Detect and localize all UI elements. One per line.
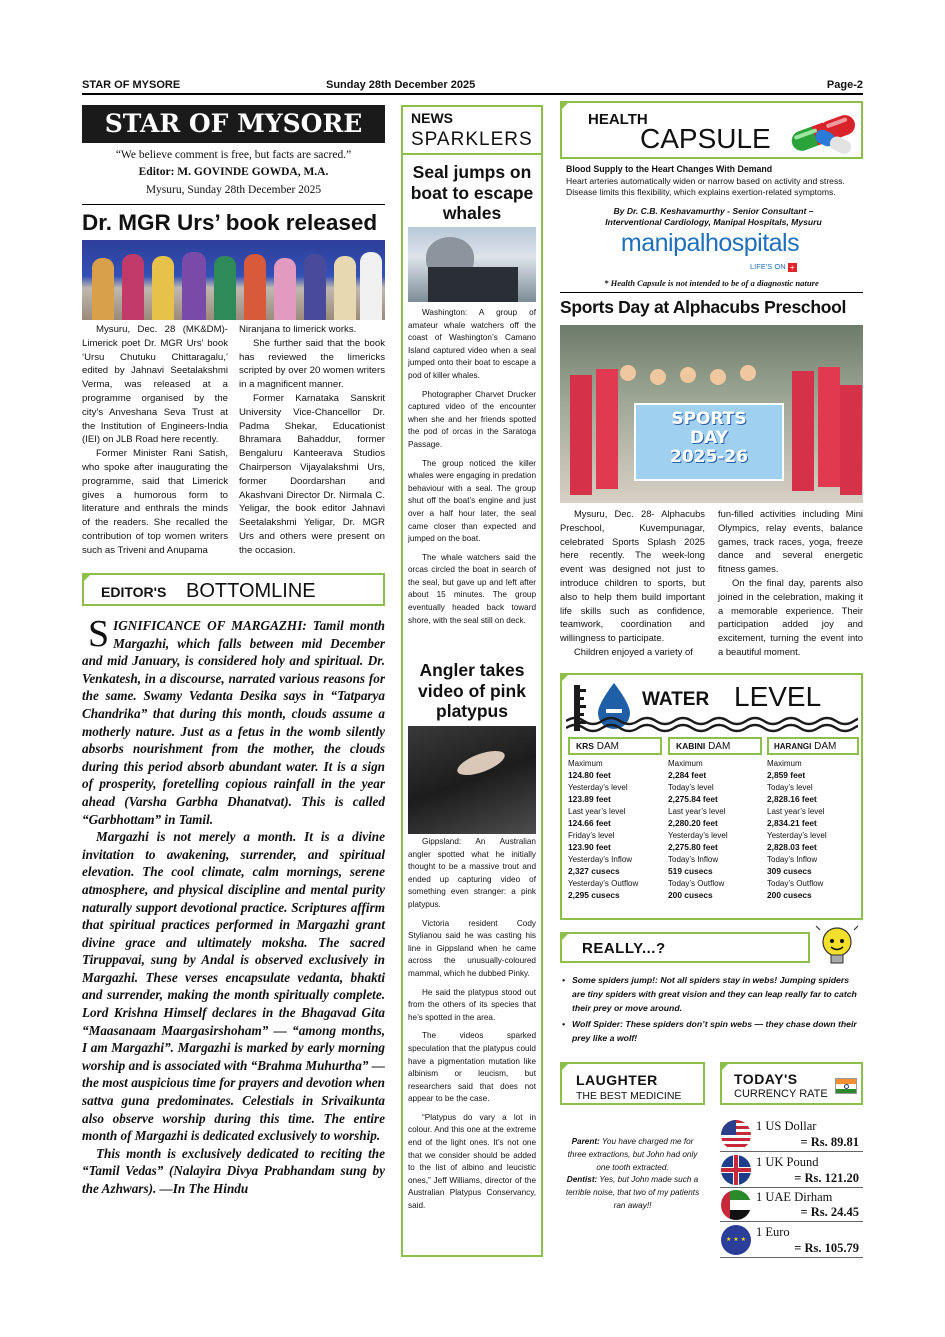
seal-headline: Seal jumps on boat to escape whales (410, 162, 534, 223)
really-list (562, 973, 863, 1045)
seal-photo (408, 227, 536, 302)
editorial-paragraph: SIGNIFICANCE OF MARGAZHI: Tamil month Margazhi, which falls between mid December and mid January, is considered holy and spiritual. Dr. Venkatesh, in a discourse, narrated various reasons for the same. Swamy Vedanta Desika says in “Tatparya Chandrika” that during this month, clouds assume a motherly nature. Just as a fetus in the womb silently absorbs nourishment from the mother, the clouds during this period absorb abundant water. It is a sign of prosperity, foretelling copious rainfall in the year ahead (Varsha Garbha Dhanatvat). This is called “Garbhottam” in Tamil. (82, 613, 385, 827)
currency-row: 1 US Dollar = Rs. 89.81 (720, 1118, 863, 1152)
news-paragraph: The videos sparked speculation that the platypus could have a pigmentation mutation like albinism or leucism, but researchers said that does not appear to be the case. (408, 1031, 536, 1104)
sports-paragraph: Mysuru, Dec. 28- Alphacubs Preschool, Kuvempunagar, celebrated Sports Splash 2025 here recently. The week-long event was designed not just to introduce children to sports, but also to help them build important life skills such as confidence, teamwork, coordination and willingness to participate. (560, 508, 705, 644)
sports-photo (560, 325, 863, 503)
uae-flag-icon (721, 1190, 751, 1220)
currency-label-bold: TODAY'S (734, 1071, 798, 1087)
list-item: • Wolf Spider: These spiders don’t spin webs — they chase down their prey like a wolf! (562, 1019, 857, 1043)
capsule-pill-icon (784, 107, 862, 157)
currency-list (720, 1118, 863, 1258)
laughter-label-light: THE BEST MEDICINE (576, 1090, 682, 1102)
joke-line: Parent: You have charged me for three extractions, but John had only one tooth extracted. (567, 1137, 698, 1172)
mgr-column-1 (82, 323, 228, 558)
sports-column-2 (718, 507, 863, 659)
sports-paragraph: fun-filled activities including Mini Olympics, relay events, balance games, track races, yoga, freeze dance and several energetic fitness games. (718, 508, 863, 575)
masthead-rule (82, 204, 385, 205)
mgr-paragraph: Niranjana to limerick works. (239, 324, 357, 335)
editorial-label-bold: EDITOR'S (101, 584, 167, 600)
mgr-column-2 (239, 323, 385, 558)
health-disclaimer: * Health Capsule is not intended to be of a diagnostic nature (604, 278, 819, 288)
dam-column-kabini: KABINI DAM Maximum 2,284 feet Today’s level 2,275.84 feet Last year’s level 2,280.20 feet Yesterday’s level 2,275.80 feet Today’s Inflow 519 cusecs Today’s Outflow 200 cusecs (668, 737, 762, 903)
dam-name-box: KABINI DAM (668, 737, 762, 755)
dam-name-box: HARANGI DAM (767, 737, 859, 755)
lightbulb-icon (812, 922, 862, 972)
platypus-photo (408, 726, 536, 834)
eu-flag-icon: ★ ★ ★ (721, 1225, 751, 1255)
sports-paragraph: On the final day, parents also joined in the celebration, making it a memorable experience. Their participation added joy and excitement, turning the event into a beautiful moment. (718, 576, 863, 657)
masthead-banner (82, 105, 385, 143)
health-label-box (560, 101, 863, 159)
masthead-dateline: Mysuru, Sunday 28th December 2025 (145, 184, 322, 196)
waves-icon (566, 715, 858, 733)
news-paragraph: Victoria resident Cody Stylianou said he was casting his line in Gippsland when he came across the unusually-coloured mammal, which he dubbed Pinky. (408, 918, 536, 978)
joke-line: Dentist: Yes, but John made such a terrible noise, that two of my patients ran away!! (565, 1175, 700, 1210)
list-item: • Some spiders jump!: Not all spiders stay in webs! Jumping spiders are tiny spiders with great vision and they can leap really far to catch their prey or move around. (562, 975, 857, 1013)
header-date: Sunday 28th December 2025 (326, 79, 476, 91)
health-byline-1: By Dr. C.B. Keshavamurthy - Senior Consultant – (613, 206, 814, 216)
news-paragraph: The whale watchers said the orcas circled the boat in search of the seal, but gave up and left after about 15 minutes. The group eventually headed back toward shore, with the seal still on deck. (408, 552, 536, 625)
mgr-headline: Dr. MGR Urs’ book released (82, 210, 378, 235)
masthead-title: STAR OF MYSORE (104, 109, 363, 138)
news-paragraph: Photographer Charvet Drucker captured video of the encounter when she and her friends spotted the pod of orcas in the Saratoga Passage. (408, 389, 536, 449)
currency-row: 1 UK Pound = Rs. 121.20 (720, 1152, 863, 1188)
header-page-number: Page-2 (826, 79, 863, 91)
really-label-box (560, 932, 810, 963)
water-label-bold: WATER (642, 689, 710, 710)
sports-column-1 (560, 507, 705, 659)
sports-paragraph: Children enjoyed a variety of (574, 645, 693, 657)
news-paragraph: Gippsland: An Australian angler spotted what he initially thought to be a massive trout and ended up capturing video of something even stranger: a pink platypus. (408, 837, 536, 909)
mgr-paragraph: Mysuru, Dec. 28 (MK&DM)- Limerick poet Dr. MGR Urs’ book ‘Ursu Chutuku Chittaragalu,’ edited by Jahnavi Seetalakshmi Verma, was released at a programme organised by the city’s Anveshana Seva Trust at the Institution of Engineers-India (IEI) on JLB Road here recently. (82, 324, 228, 446)
header-paper-name: STAR OF MYSORE (82, 79, 181, 91)
editorial-label-light: BOTTOMLINE (186, 580, 316, 602)
news-label-bold: NEWS (411, 110, 453, 126)
currency-row: 1 UAE Dirham = Rs. 24.45 (720, 1188, 863, 1222)
dam-column-harangi: HARANGI DAM Maximum 2,859 feet Today’s level 2,828.16 feet Last year’s level 2,834.21 feet Yesterday’s level 2,828.03 feet Today’s Inflow 309 cusecs Today’s Outflow 200 cusecs (767, 737, 859, 903)
health-label-light: CAPSULE (640, 123, 771, 154)
usa-flag-icon (721, 1120, 751, 1150)
currency-label-light: CURRENCY RATE (734, 1088, 828, 1100)
masthead-editor: Editor: M. GOVINDE GOWDA, M.A. (138, 166, 329, 178)
sports-headline: Sports Day at Alphacubs Preschool (560, 297, 847, 317)
plus-icon: + (788, 263, 797, 272)
laughter-label-bold: LAUGHTER (576, 1072, 658, 1088)
sports-banner: SPORTS DAY 2025-26 (634, 403, 784, 481)
dam-column-krs: KRS DAM Maximum 124.80 feet Yesterday’s level 123.89 feet Last year’s level 124.66 feet Friday’s level 123.90 feet Yesterday’s Inflow 2,327 cusecs Yesterday’s Outflow 2,295 cusecs (568, 737, 662, 903)
platypus-headline: Angler takes video of pink platypus (418, 660, 526, 721)
really-label: REALLY...? (582, 940, 666, 957)
uk-flag-icon (721, 1155, 751, 1185)
dam-name-box: KRS DAM (568, 737, 662, 755)
mgr-paragraph: Former Karnataka Sanskrit University Vice-Chancellor Dr. Padma Shekar, Educationist Bhramara Bahaddur, former Bengaluru Kanteerava Studios Chairperson Vijayalakshmi Urs, former Doordarshan and Akashvani Director Dr. Nirmala C. Yeligar, the book editor Jahnavi Seetalakshmi Yeligar, Dr. MGR Urs and others were present on the occasion. (239, 392, 385, 556)
seal-story (408, 307, 536, 633)
water-level-panel (560, 673, 863, 920)
currency-label-box (720, 1062, 863, 1105)
editorial-dropcap: S (88, 613, 110, 655)
manipal-tagline: LIFE'S ON + (750, 262, 797, 272)
water-label-light: LEVEL (734, 681, 822, 712)
health-label-bold: HEALTH (588, 111, 648, 128)
masthead-motto: “We believe comment is free, but facts are sacred.” (115, 149, 352, 161)
laughter-joke (563, 1136, 702, 1213)
editorial-paragraph: This month is exclusively dedicated to reciting the “Tamil Vedas” (Nalayira Divya Prabhandam sung by the Azhwars). —In The Hindu (82, 1145, 385, 1196)
currency-row: ★ ★ ★ 1 Euro = Rs. 105.79 (720, 1222, 863, 1258)
mgr-paragraph: She further said that the book has reviewed the limericks scripted by over 20 women writers in a magnificent manner. (239, 337, 385, 391)
india-flag-icon (835, 1078, 857, 1094)
manipal-logo: manipalhospitals (620, 229, 800, 257)
health-title: Blood Supply to the Heart Changes With Demand (566, 164, 773, 174)
news-paragraph: He said the platypus stood out from the others of its species that he’s spotted in the area. (408, 987, 536, 1022)
health-body: Heart arteries automatically widen or narrow based on activity and stress. Disease limits this flexibility, which explains exertion-related symptoms. (566, 176, 845, 197)
editorial-label-box (82, 573, 385, 606)
laughter-label-box (560, 1062, 705, 1105)
news-paragraph: The group noticed the killer whales were engaging in predation behaviour with a seal. The group shut off the boat’s engine and just over a half hour later, the seal came closer than expected and jumped on the boat. (408, 458, 536, 544)
mgr-paragraph: Former Minister Rani Satish, who spoke after inaugurating the programme, said that Limerick gives a humorous form to literature and enthrals the minds of the readers. She recalled the contribution of top women writers such as Triveni and Anupama (82, 448, 228, 556)
page-header (82, 78, 863, 95)
editorial-body (82, 613, 385, 1198)
news-paragraph: “Platypus do vary a lot in colour. And this one at the extreme end of the light ones. It’s not one that we consider should be added to the list of albino and leucistic ones,” Jeff Williams, director of the Australian Platypus Conservancy, said. (408, 1112, 536, 1211)
news-label-light: SPARKLERS (411, 129, 533, 150)
news-label-box (401, 105, 543, 155)
mgr-photo (82, 240, 385, 320)
platypus-story (408, 836, 536, 1219)
editorial-paragraph: Margazhi is not merely a month. It is a divine invitation to awakening, surrender, and spiritual elevation. The cool climate, calm mornings, serene atmosphere, and physical discipline and mental purity naturally support devotional practice. Scriptures affirm that spiritual practices performed in Margazhi grant divine grace and ultimately moksha. The sacred Tiruppavai, sung by Andal is observed exclusively in Margazhi. These verses encapsulate vedanta, bhakti and surrender, making the month spiritually complete. Lord Krishna Himself declares in the Bhagavad Gita “Maasanaam Maargasirshoham” — “among months, I am Margazhi”. Margazhi is marked by early morning worship and is associated with “Brahma Muhurtha” — the most auspicious time for prayers and devotion when sattva guna predominates. Celestials in Srivaikunta also observe worship during this time. The entire month of Margazhi is dedicated exclusively to worship. (82, 829, 385, 1144)
news-paragraph: Washington: A group of amateur whale watchers off the coast of Washington’s Camano Island captured video when a seal jumped onto their boat to escape a pod of killer whales. (408, 308, 536, 380)
health-byline-2: Interventional Cardiology, Manipal Hospitals, Mysuru (605, 217, 822, 227)
